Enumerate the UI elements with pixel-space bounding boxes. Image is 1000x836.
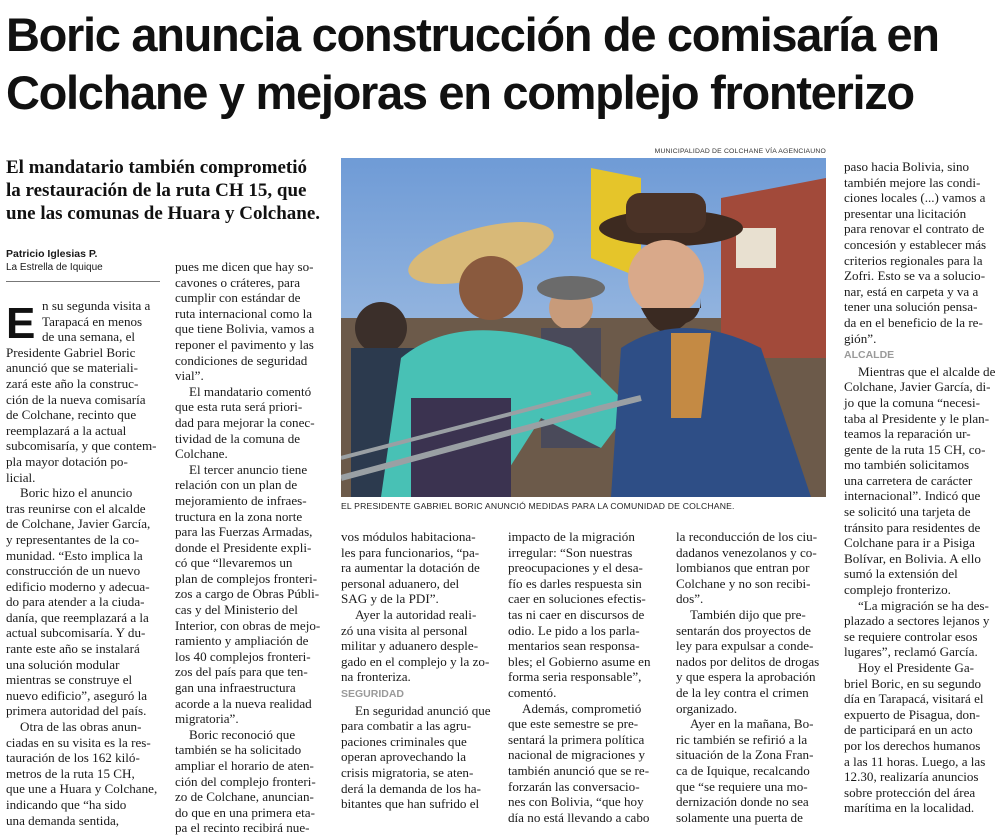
col1-line: ción de la nueva comisaría	[6, 391, 146, 407]
col6-line: a las 11 horas. Luego, a las	[844, 753, 986, 769]
headline-line-1: Boric anuncia construcción de comisaría en	[6, 8, 939, 61]
col3-line: bitantes que han sufrido el	[341, 796, 480, 812]
col4-line: irregular: “Son nuestras	[508, 544, 633, 560]
col1-line: subcomisaría, y que contem-	[6, 438, 157, 454]
col6-line: gente de la ruta 15 CH, co-	[844, 441, 986, 457]
col6-line: tener una solución pensa-	[844, 299, 978, 315]
col2-line: El tercer anuncio tiene	[189, 461, 308, 477]
byline-author: Patricio Iglesias P.	[6, 248, 98, 260]
col4-line: impacto de la migración	[508, 529, 635, 544]
article-column-1	[6, 298, 161, 828]
col5-line: ley para expulsar a conde-	[676, 638, 814, 654]
article-column-4	[508, 529, 663, 825]
col5-line: sentarán dos proyectos de	[676, 622, 811, 638]
col1-line: mientras se construye el	[6, 672, 133, 688]
col6-line: día en Tarapacá, visitará el	[844, 691, 984, 707]
col1-line: do para atender a la ciuda-	[6, 594, 145, 610]
col1-line: pla mayor dotación po-	[6, 453, 128, 469]
article-column-3	[341, 529, 496, 812]
col6-line: paso hacia Bolivia, sino	[844, 159, 970, 174]
col4-line: odio. Le pido a los parla-	[508, 622, 640, 638]
col2-line: plan de complejos fronteri-	[175, 570, 318, 586]
col6-line: Zofri. Esto se va a solucio-	[844, 268, 986, 284]
col4-line: día no está llevando a cabo	[508, 809, 650, 825]
col3-line: militar y aduanero desple-	[341, 638, 479, 654]
col6-line: expuerto de Pisagua, don-	[844, 706, 980, 722]
col3-line: operan aprovechando la	[341, 749, 467, 765]
col6-line: se solicitó una tarjeta de	[844, 504, 971, 520]
col4-line: sentará la primera política	[508, 731, 645, 747]
col1-line: indicando que “ha sido	[6, 797, 127, 812]
col3-line: SEGURIDAD	[341, 687, 405, 700]
col1-line: de Colchane, Javier García,	[6, 516, 151, 532]
col4-line: que este semestre se pre-	[508, 716, 639, 732]
col6-line: ciones locales (...) vamos a	[844, 190, 986, 206]
col3-line: En seguridad anunció que	[355, 702, 491, 718]
col6-line: concesión y establecer más	[844, 236, 987, 252]
col6-line: plazado a sectores lejanos y	[844, 613, 990, 629]
col6-line: tránsito para residentes de	[844, 519, 981, 535]
col2-line: tividad de la comuna de	[175, 430, 301, 446]
headline	[6, 6, 996, 122]
col2-line: cavones o cráteres, para	[175, 274, 301, 290]
col1-line: edificio moderno y adecua-	[6, 578, 150, 594]
col3-line: SAG y de la PDI”.	[341, 591, 439, 607]
col6-line: sumó la extensión del	[844, 566, 958, 582]
col6-line: taba al Presidente y le plan-	[844, 410, 990, 426]
photo-illustration	[341, 158, 826, 497]
col4-line: nes con Bolivia, “que hoy	[508, 794, 644, 810]
col5-line: También dijo que pre-	[690, 606, 806, 622]
col1-line: y representantes de la co-	[6, 531, 140, 547]
subheadline-line-1: El mandatario también comprometió	[6, 157, 307, 178]
col1-line: anunció que se materiali-	[6, 360, 138, 376]
col5-line: situación de la Zona Fran-	[676, 747, 814, 763]
col2-line: relación con un plan de	[175, 477, 298, 493]
col6-line: nar, está en carpeta y va a	[844, 283, 979, 299]
col6-line: para renovar el contrato de	[844, 221, 985, 237]
col2-line: condiciones de seguridad	[175, 352, 308, 368]
col6-line: Bolívar, en Bolivia. A ello	[844, 550, 981, 566]
col6-line: presentar una licitación	[844, 205, 967, 221]
col6-line: de participará en un acto	[844, 722, 973, 738]
col3-line: crisis migratoria, se aten-	[341, 764, 474, 780]
col2-line: ruta internacional como la	[175, 305, 313, 321]
news-photo	[341, 158, 826, 497]
col4-line: tas ni caer en discursos de	[508, 606, 645, 622]
col1-line: ciadas en su visita es la res-	[6, 734, 151, 750]
col2-line: do que en una primera eta-	[175, 804, 315, 820]
col2-line: que esta ruta será priori-	[175, 399, 303, 415]
col5-line: ca de Iquique, recalcando	[676, 762, 810, 778]
col1-line: una solución modular	[6, 656, 120, 672]
col4-line: preocupaciones y el desa-	[508, 560, 643, 576]
col3-line: vos módulos habitaciona-	[341, 529, 476, 544]
col6-line: jo que la comuna “necesi-	[844, 394, 980, 410]
col5-line: organizado.	[676, 700, 738, 716]
col3-line: para combatir a las agru-	[341, 718, 472, 734]
col3-line: zó una visita al personal	[341, 622, 468, 638]
col6-line: “La migración se ha des-	[858, 597, 989, 613]
col1-line: Tarapacá en menos	[42, 313, 143, 329]
col5-line: dos”.	[676, 591, 704, 607]
col5-line: Ayer en la mañana, Bo-	[690, 716, 814, 732]
col6-line: da en el beneficio de la re-	[844, 314, 983, 330]
headline-line-2: Colchane y mejoras en complejo fronterizo	[6, 66, 914, 119]
col6-line: criterios regionales para la	[844, 252, 983, 268]
col2-line: cumplir con estándar de	[175, 290, 301, 306]
article-column-5	[676, 529, 831, 825]
col4-line: forzarán las conversacio-	[508, 778, 640, 794]
photo-caption: EL PRESIDENTE GABRIEL BORIC ANUNCIÓ MEDIDAS PARA LA COMUNIDAD DE COLCHANE.	[341, 501, 735, 511]
col3-line: les para funcionarios, “pa-	[341, 544, 480, 560]
col1-line: Presidente Gabriel Boric	[6, 344, 136, 360]
col6-line: Hoy el Presidente Ga-	[858, 660, 974, 675]
subheadline-line-3: une las comunas de Huara y Colchane.	[6, 203, 321, 224]
col1-line: licial.	[6, 469, 36, 485]
col6-line: también mejore las condi-	[844, 174, 981, 190]
col2-line: pa el recinto recibirá nue-	[175, 820, 310, 836]
col5-line: Colchane y no son recibi-	[676, 575, 811, 591]
col6-line: internacional”. Indicó que	[844, 488, 981, 504]
col2-line: zos a cargo de Obras Públi-	[175, 586, 320, 602]
col2-line: que tiene Bolivia, vamos a	[175, 321, 315, 337]
byline-outlet: La Estrella de Iquique	[6, 262, 103, 273]
col1-line: tauración de los 162 kiló-	[6, 750, 140, 766]
col5-line: y que espera la aprobación	[676, 669, 816, 685]
col4-line: mentarios sean responsa-	[508, 638, 640, 654]
col4-line: Además, comprometió	[522, 700, 642, 716]
col2-line: mejoramiento de infraes-	[175, 492, 307, 508]
col2-line: migratoria”.	[175, 711, 239, 727]
col6-line: sobre protección del área	[844, 784, 976, 800]
col2-line: Boric reconoció que	[189, 726, 296, 742]
col4-line: caer en soluciones efectis-	[508, 591, 646, 607]
col2-line: Interior, con obras de mejo-	[175, 617, 321, 633]
col1-line: que une a Huara y Colchane,	[6, 781, 158, 797]
col6-line: gión”.	[844, 330, 877, 346]
col5-line: que “se requiere una mo-	[676, 778, 808, 794]
col3-line: paciones criminales que	[341, 733, 467, 749]
col3-line: Ayer la autoridad reali-	[355, 606, 477, 622]
article-column-6	[844, 159, 999, 816]
col2-line: tructura en la zona norte	[175, 508, 303, 524]
col1-line: construcción de un nuevo	[6, 563, 141, 579]
col6-line: se requiere controlar esos	[844, 628, 978, 644]
col1-line: reemplazará a la actual	[6, 422, 127, 438]
col2-line: zo de Colchane, anuncian-	[175, 789, 314, 805]
byline-divider	[6, 281, 160, 282]
col5-line: lombianos que entran por	[676, 560, 810, 576]
col6-line: lugares”, reclamó García.	[844, 644, 978, 660]
col4-line: nacional de migraciones y	[508, 747, 646, 763]
col6-line: una carretera de carácter	[844, 472, 973, 488]
col6-line: ALCALDE	[844, 349, 895, 362]
col3-line: na fronteriza.	[341, 669, 411, 685]
col5-line: ric también se refirió a la	[676, 731, 808, 747]
col6-line: Colchane para ir a Pisiga	[844, 535, 975, 551]
col1-line: de Colchane, recinto que	[6, 407, 137, 423]
col3-line: personal aduanero, del	[341, 575, 460, 591]
col5-line: de la ley contra el crimen	[676, 684, 809, 700]
col1-line: actual subcomisaría. Y du-	[6, 625, 146, 641]
col6-line: teamos la reparación ur-	[844, 426, 971, 442]
col2-line: también se ha solicitado	[175, 742, 302, 758]
col1-line: munidad. “Esto implica la	[6, 547, 143, 563]
col1-line: zará este año la construc-	[6, 375, 139, 391]
col2-line: gan una infraestructura	[175, 680, 296, 696]
col2-line: ción del complejo fronteri-	[175, 773, 316, 789]
col5-line: dadanos venezolanos y co-	[676, 544, 817, 560]
col1-line: Boric hizo el anuncio	[20, 485, 133, 501]
col6-line: Colchane, Javier García, di-	[844, 379, 991, 395]
col6-line: briel Boric, en su segundo	[844, 675, 982, 691]
col1-line: tras reunirse con el alcalde	[6, 500, 146, 516]
col4-line: también anunció que se re-	[508, 762, 650, 778]
col5-line: nados por delitos de drogas	[676, 653, 820, 669]
col4-line: bles; el Gobierno asume en	[508, 653, 651, 669]
col1-line: una demanda sentida,	[6, 812, 120, 828]
col6-line: marítima en la localidad.	[844, 800, 975, 816]
col1-line: primera autoridad del país.	[6, 703, 147, 719]
col1-line: rante este año se instalará	[6, 641, 140, 657]
col2-line: Colchane.	[175, 446, 228, 462]
col1-line: de una semana, el	[42, 329, 136, 345]
col2-line: dad para mejorar la conec-	[175, 414, 315, 430]
col2-line: có que “llevaremos un	[175, 555, 293, 571]
article-column-2	[175, 259, 330, 836]
col2-line: para las Fuerzas Armadas,	[175, 524, 313, 540]
subheadline	[6, 156, 336, 225]
col5-line: dernización donde no sea	[676, 794, 809, 810]
col6-line: mo también solicitamos	[844, 457, 970, 473]
col5-line: solamente una puerta de	[676, 809, 803, 825]
col3-line: ra aumentar la dotación de	[341, 560, 480, 576]
col2-line: reponer el pavimento y las	[175, 336, 314, 352]
col1-line: Otra de las obras anun-	[20, 719, 142, 735]
col2-line: los 40 complejos fronteri-	[175, 648, 311, 664]
drop-cap: E	[6, 299, 36, 348]
col2-line: ramiento y ampliación de	[175, 633, 309, 649]
col2-line: acorde a la nueva realidad	[175, 695, 312, 711]
col1-line: n su segunda visita a	[42, 298, 151, 313]
subheadline-line-2: la restauración de la ruta CH 15, que	[6, 180, 307, 201]
col2-line: El mandatario comentó	[189, 383, 312, 399]
col6-line: complejo fronterizo.	[844, 582, 951, 598]
col2-line: zos del país para que ten-	[175, 664, 308, 680]
col2-line: vial”.	[175, 368, 204, 384]
col3-line: gado en el complejo y la zo-	[341, 653, 490, 669]
col4-line: fío es darles respuesta sin	[508, 575, 642, 591]
col4-line: forma seria responsable”,	[508, 669, 642, 685]
col2-line: ampliar el horario de aten-	[175, 758, 314, 773]
photo-credit: MUNICIPALIDAD DE COLCHANE VÍA AGENCIAUNO	[654, 148, 826, 155]
byline	[6, 248, 166, 274]
col3-line: derá la demanda de los ha-	[341, 780, 481, 796]
col1-line: nuevo edificio”, aseguró la	[6, 687, 148, 703]
col2-line: cas y del Ministerio del	[175, 602, 298, 618]
col5-line: la reconducción de los ciu-	[676, 529, 818, 544]
col1-line: danía, que reemplazará a la	[6, 609, 149, 625]
col1-line: metros de la ruta 15 CH,	[6, 765, 135, 781]
col6-line: 12.30, realizaría anuncios	[844, 769, 979, 785]
col2-line: donde el Presidente expli-	[175, 539, 312, 555]
col6-line: por los derechos humanos	[844, 737, 981, 753]
col6-line: Mientras que el alcalde de	[858, 363, 996, 379]
col2-line: pues me dicen que hay so-	[175, 259, 314, 274]
col4-line: comentó.	[508, 684, 557, 700]
